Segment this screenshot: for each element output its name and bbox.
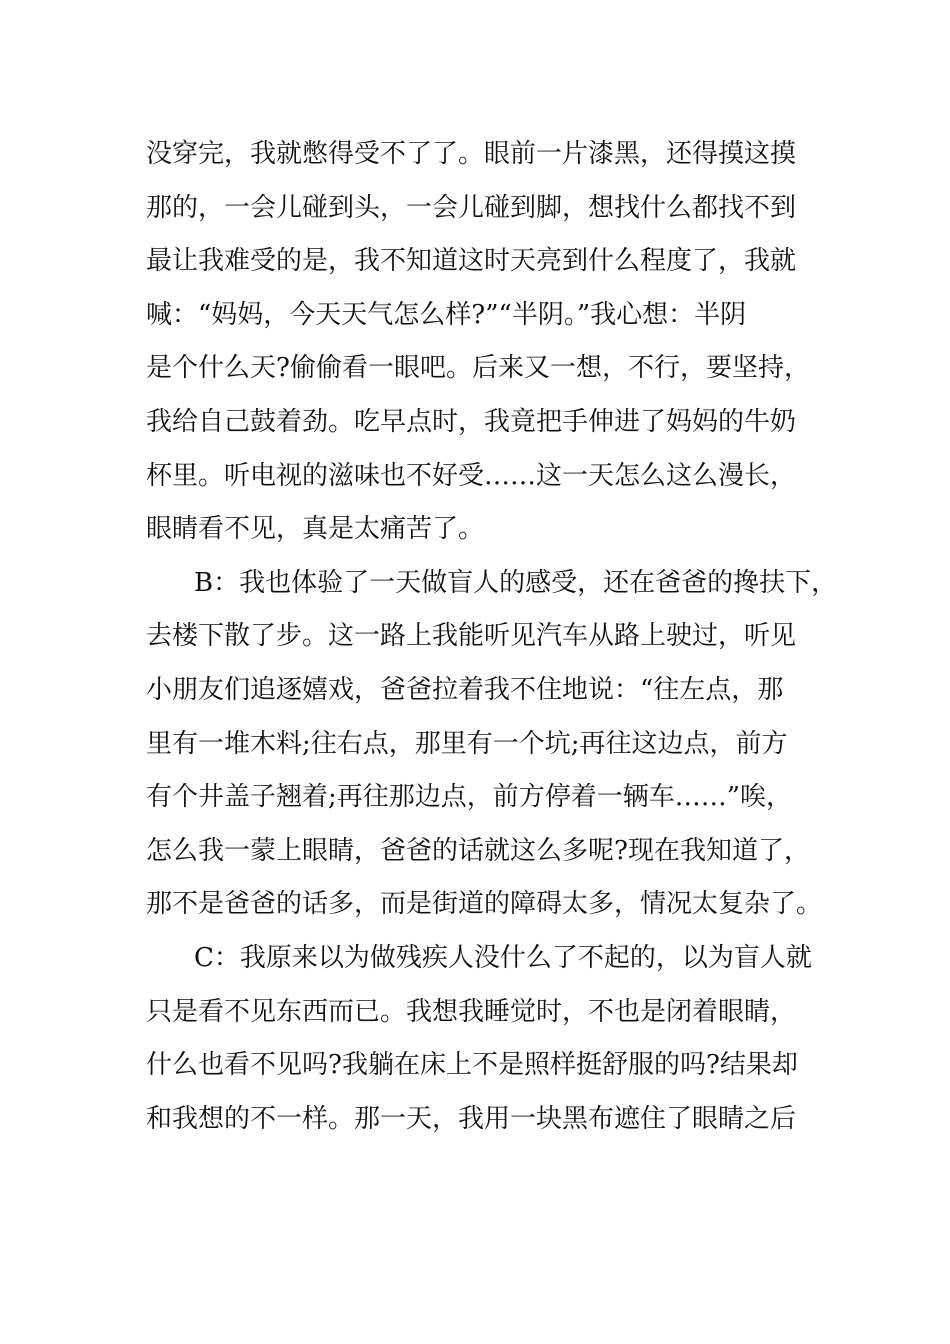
text-line: 眼睛看不见，真是太痛苦了。 bbox=[146, 514, 485, 545]
text-line: 那的，一会儿碰到头，一会儿碰到脚，想找什么都找不到 bbox=[146, 192, 797, 223]
text-line: 喊：“妈妈，今天天气怎么样?”“半阴。”我心想：半阴 bbox=[146, 299, 747, 330]
text-line: 怎么我一蒙上眼睛，爸爸的话就这么多呢?现在我知道了， bbox=[146, 835, 810, 866]
text-line: 什么也看不见吗?我躺在床上不是照样挺舒服的吗?结果却 bbox=[146, 1050, 798, 1081]
text-line: 有个井盖子翘着;再往那边点，前方停着一辆车……”唉， bbox=[146, 782, 793, 813]
text-line: 杯里。听电视的滋味也不好受……这一天怎么这么漫长， bbox=[146, 460, 797, 491]
text-line: 是个什么天?偷偷看一眼吧。后来又一想，不行，要坚持， bbox=[146, 353, 810, 384]
text-line: 里有一堆木料;往右点，那里有一个坑;再往这边点，前方 bbox=[146, 728, 788, 759]
text-line: 我给自己鼓着劲。吃早点时，我竟把手伸进了妈妈的牛奶 bbox=[146, 406, 797, 437]
text-line: 和我想的不一样。那一天，我用一块黑布遮住了眼睛之后 bbox=[146, 1103, 797, 1134]
text-line: 只是看不见东西而已。我想我睡觉时，不也是闭着眼睛， bbox=[146, 996, 797, 1027]
text-line: 最让我难受的是，我不知道这时天亮到什么程度了，我就 bbox=[146, 246, 797, 277]
text-line: 小朋友们追逐嬉戏，爸爸拉着我不住地说：“往左点，那 bbox=[146, 674, 784, 705]
text-line: 没穿完，我就憋得受不了了。眼前一片漆黑，还得摸这摸 bbox=[146, 139, 797, 169]
paragraph-b-start: B：我也体验了一天做盲人的感受，还在爸爸的搀扶下， bbox=[194, 567, 838, 598]
text-line: 那不是爸爸的话多，而是街道的障碍太多，情况太复杂了。 bbox=[146, 889, 823, 920]
body-text bbox=[146, 128, 838, 1146]
paragraph-c-start: C：我原来以为做残疾人没什么了不起的，以为盲人就 bbox=[194, 942, 812, 973]
text-line: 去楼下散了步。这一路上我能听见汽车从路上驶过，听见 bbox=[146, 621, 797, 652]
